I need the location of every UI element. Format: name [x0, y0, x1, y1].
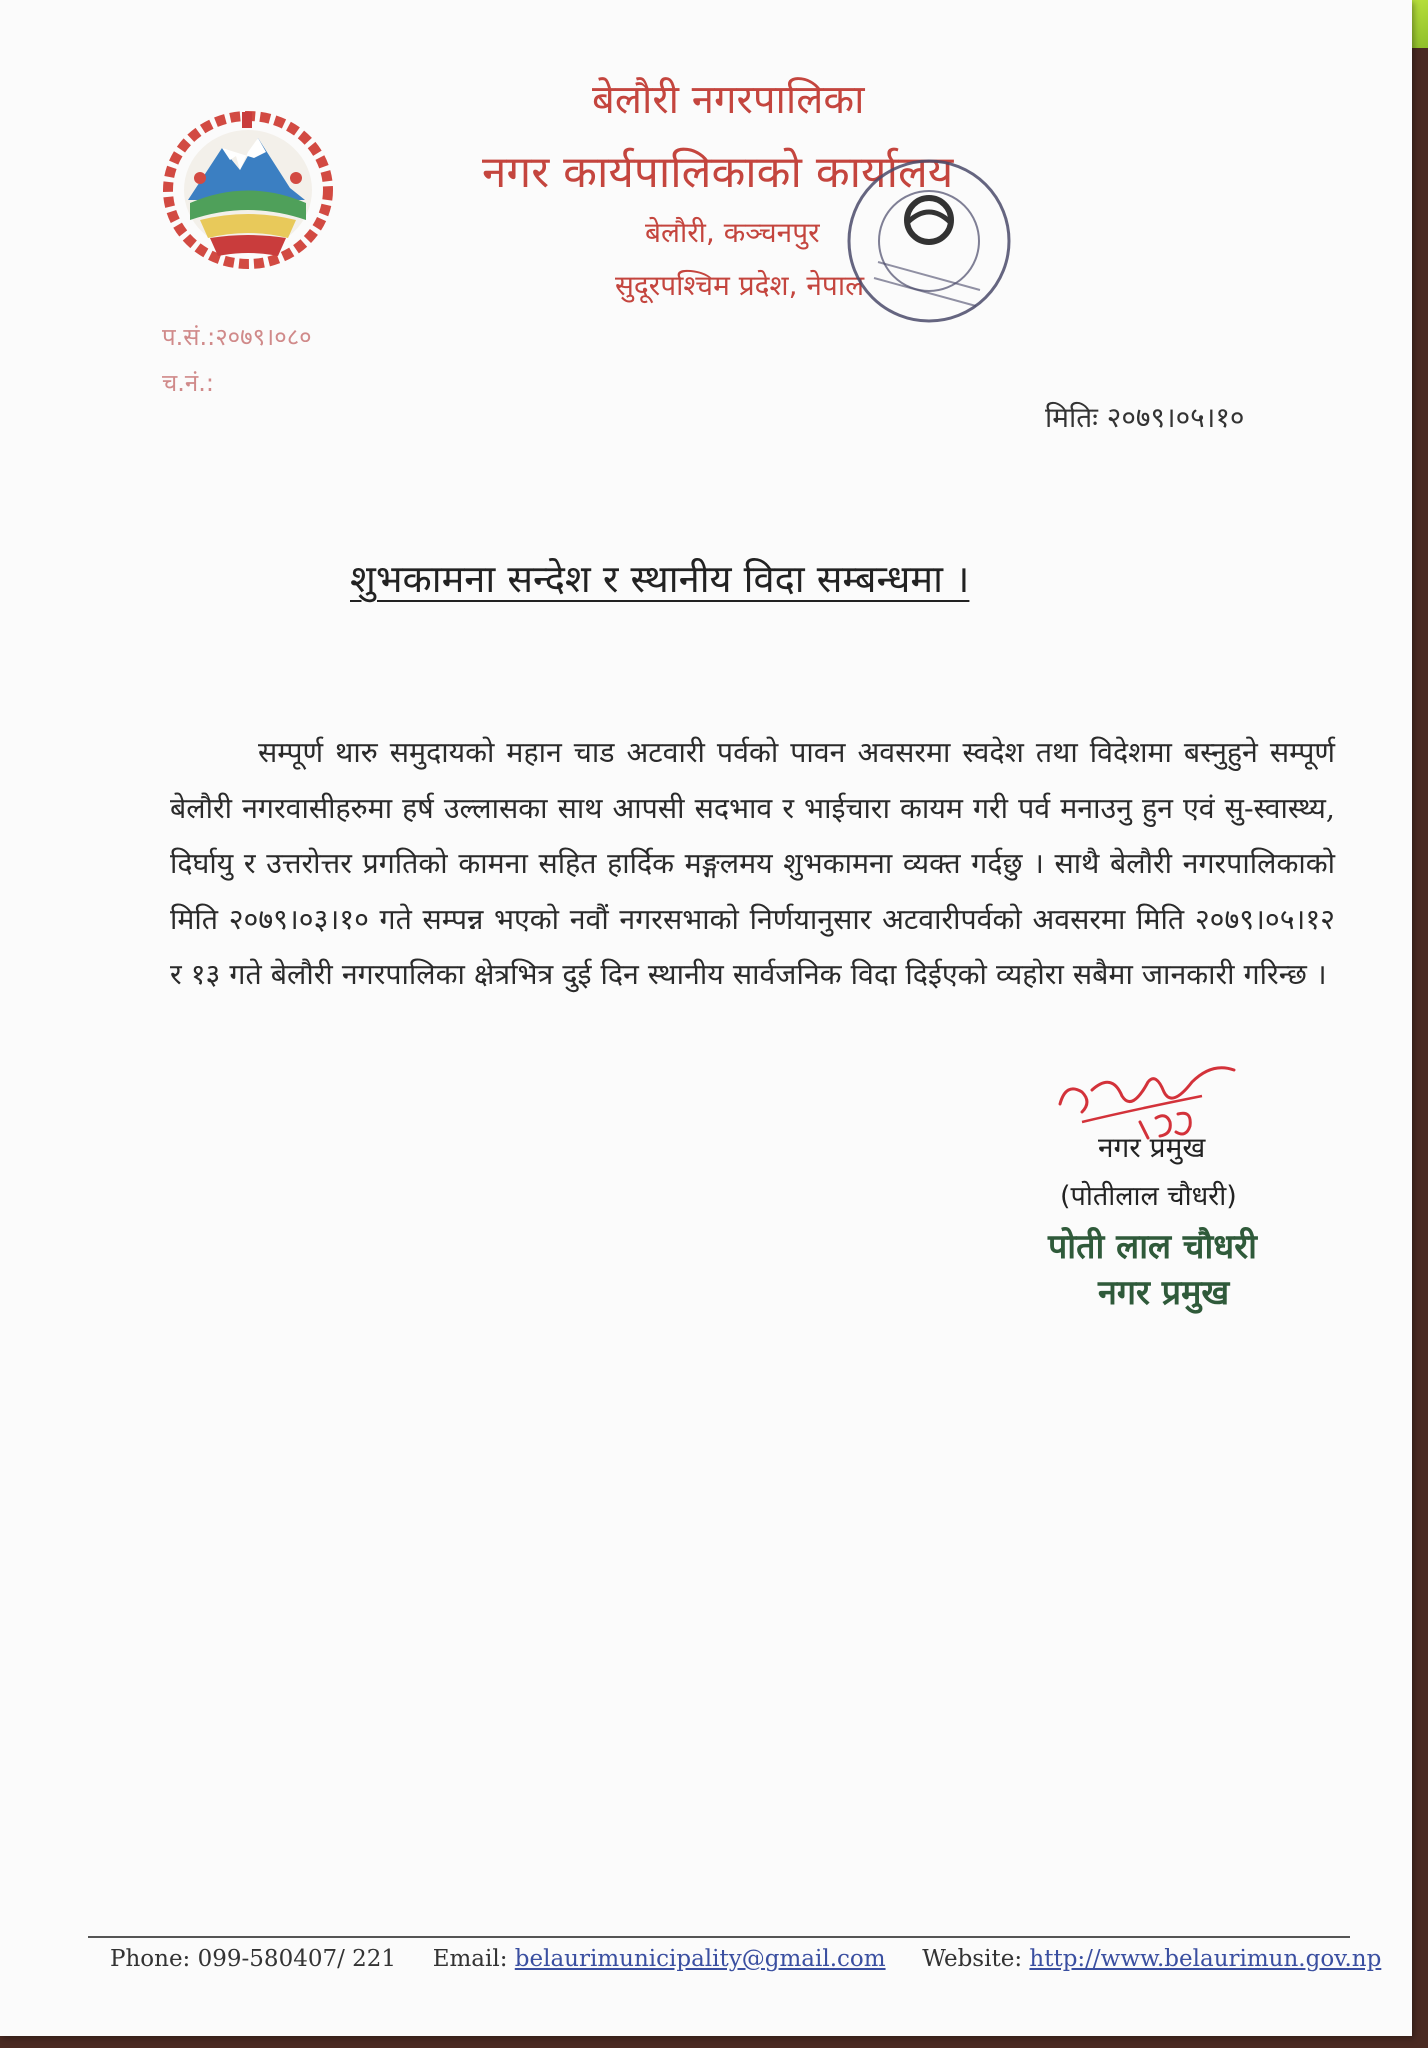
footer-divider — [88, 1936, 1350, 1938]
email-label: Email: — [432, 1946, 508, 1972]
letter-date: मितिः २०७९।०५।१० — [1045, 401, 1245, 434]
letter-subject: शुभकामना सन्देश र स्थानीय विदा सम्बन्धमा । — [350, 557, 970, 601]
website-link[interactable]: http://www.belaurimun.gov.np — [1029, 1946, 1382, 1972]
phone-number: 099-580407/ 221 — [197, 1946, 397, 1972]
letter-number: प.सं.:२०७९।०८० — [162, 323, 312, 351]
office-name: नगर कार्यपालिकाको कार्यालय — [482, 147, 954, 198]
office-province: सुदूरपश्चिम प्रदेश, नेपाल — [615, 269, 865, 302]
phone-label: Phone: — [110, 1946, 191, 1972]
nepal-coat-of-arms-icon — [160, 108, 335, 273]
municipality-seal-icon — [838, 150, 1020, 332]
signatory-title: नगर प्रमुख — [1098, 1131, 1206, 1164]
name-stamp: पोती लाल चौधरी — [1048, 1227, 1257, 1267]
website-label: Website: — [922, 1946, 1023, 1972]
letter-body: सम्पूर्ण थारु समुदायको महान चाड अटवारी पर्वको पावन अवसरमा स्वदेश तथा विदेशमा बस्नुहुने सम्पूर्ण बेलौरी नगरवासीहरुमा हर्ष उल्लासका साथ आपसी सदभाव र भाईचारा कायम गरी पर्व मनाउनु हुन एवं सु-स्वास्थ्य, दिर्घायु र उत्तरोत्तर प्रगतिको कामना सहित हार्दिक मङ्गलमय शुभकामना व्यक्त गर्दछु । साथै बेलौरी नगरपालिकाको मिति २०७९।०३।१० गते सम्पन्न भएको नवौं नगरसभाको निर्णयानुसार अटवारीपर्वको अवसरमा मिति २०७९।०५।१२ र १३ गते बेलौरी नगरपालिका क्षेत्रभित्र दुई दिन स्थानीय सार्वजनिक विदा दिईएको व्यहोरा सबैमा जानकारी गरिन्छ । — [170, 736, 1335, 991]
office-location: बेलौरी, कञ्चनपुर — [645, 216, 820, 249]
email-link[interactable]: belaurimunicipality@gmail.com — [514, 1946, 886, 1972]
signatory-name: (पोतीलाल चौधरी) — [1060, 1181, 1237, 1212]
footer-contact — [110, 1946, 1381, 1972]
title-stamp: नगर प्रमुख — [1098, 1273, 1230, 1313]
dispatch-number: च.नं.: — [162, 369, 214, 397]
municipality-name: बेलौरी नगरपालिका — [592, 77, 865, 123]
